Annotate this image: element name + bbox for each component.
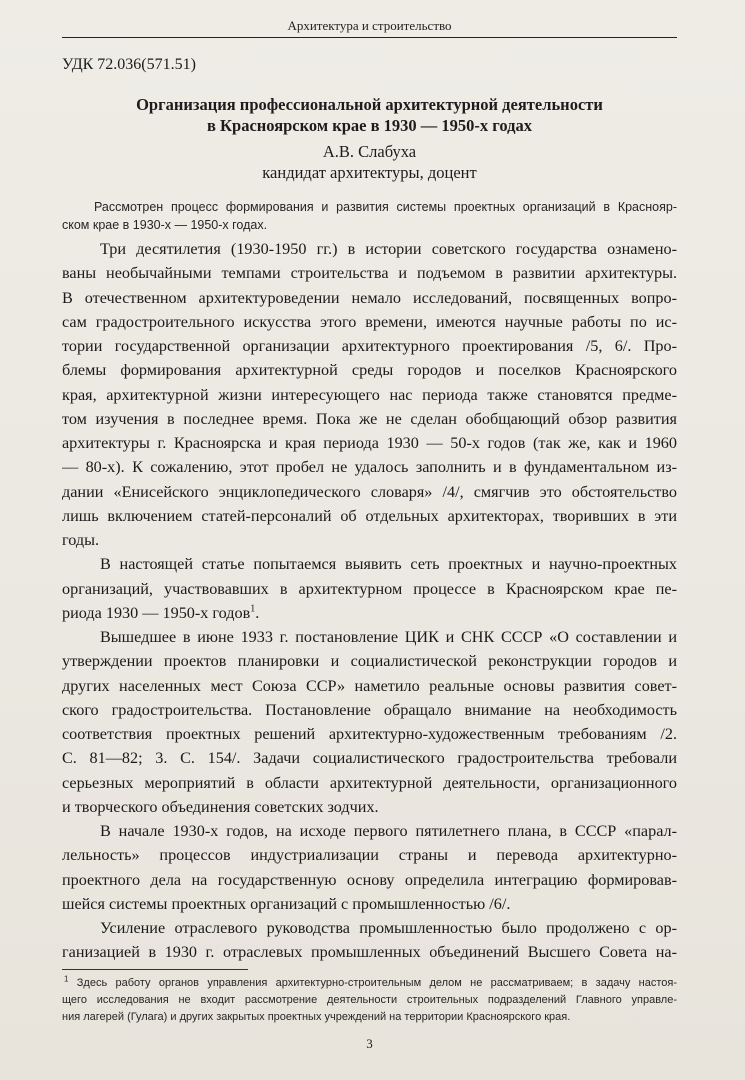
paragraph [62, 819, 677, 916]
period: . [255, 603, 260, 622]
text-line: шейся системы проектных организаций с промышленностью /6/. [62, 894, 511, 913]
paragraph [62, 552, 677, 625]
footnote-line: ния лагерей (Гулага) и других закрытых проектных учреждений на территории Красноярского края. [62, 1011, 571, 1023]
text-line: В настоящей статье попытаемся выявить сеть проектных и научно-проектных [100, 555, 677, 574]
article-body [62, 237, 677, 965]
running-header: Архитектура и строительство [287, 18, 452, 33]
text-line: организаций, участвовавших в архитектурном процессе в Красноярском крае пе- [62, 579, 677, 598]
text-line: лишь включением статей-персоналий об отдельных архитекторах, творивших в эти [62, 506, 677, 525]
text-line: края, архитектурной жизни интересующего нас периода также становятся предме- [62, 385, 677, 404]
text-line: тории государственной организации архитектурного проектирования /5, 6/. Про- [62, 337, 677, 355]
footnote [62, 975, 677, 1026]
header-rule [62, 37, 677, 38]
text-line: годы. [62, 531, 100, 549]
footnote-marker[interactable]: 1 [250, 603, 256, 615]
footnote-line: щего исследования не входит рассмотрение деятельности строительных подразделений Главного управле- [62, 994, 677, 1006]
text-line: других населенных мест Союза ССР» наметило реальные основы развития совет- [62, 676, 677, 695]
text-line: том изучения в последнее время. Пока же не сделан обобщающий обзор развития [62, 409, 677, 428]
author-block [62, 141, 677, 183]
paragraph [62, 237, 677, 552]
text-line: сам градостроительного искусства этого времени, имеются научные работы по ис- [62, 312, 677, 331]
udk-code: УДК 72.036(571.51) [62, 56, 196, 73]
text-line: проектного дела на государственную основу определила интеграцию формировав- [62, 870, 677, 889]
abstract-line: Рассмотрен процесс формирования и развития системы проектных организаций в Краснояр- [94, 200, 677, 214]
text-line: ваны необычайными темпами строительства и подъемом в развитии архитектуры. [62, 264, 677, 283]
page-number: 3 [366, 1036, 373, 1051]
text-line: Три десятилетия (1930-1950 гг.) в истории советского государства ознамено- [100, 240, 677, 258]
text-line: ского градостроительства. Постановление обращало внимание на необходимость [62, 700, 677, 719]
text-line: Вышедшее в июне 1933 г. постановление ЦИК и СНК СССР «О составлении и [100, 628, 677, 646]
article-title [62, 94, 677, 136]
text-line: Усиление отраслевого руководства промышленностью было продолжено с ор- [100, 919, 677, 937]
text-line: и творческого объединения советских зодчих. [62, 797, 379, 816]
paragraph [62, 625, 677, 819]
text-line: блемы формирования архитектурной среды городов и поселков Красноярского [62, 361, 677, 380]
author-name: А.В. Слабуха [322, 142, 417, 161]
text-line: С. 81—82; 3. С. 154/. Задачи социалистического градостроительства требовали [62, 749, 677, 768]
text-line: ганизацией в 1930 г. отраслевых промышленных объединений Высшего Совета на- [62, 943, 677, 962]
footnote-rule [62, 969, 248, 970]
title-line: в Красноярском крае в 1930 — 1950-х годах [207, 116, 532, 135]
text-line: В отечественном архитектуроведении немало исследований, посвященных вопро- [62, 288, 677, 307]
abstract-line: ском крае в 1930-х — 1950-х годах. [62, 218, 268, 232]
text-line: В начале 1930-х годов, на исходе первого пятилетнего плана, в СССР «парал- [100, 822, 677, 840]
text-line: соответствия проектных решений архитектурно-художественным требованиям /2. [62, 725, 677, 743]
text-line: серьезных мероприятий в области архитектурной деятельности, организационного [62, 773, 677, 792]
footnote-line [62, 975, 677, 992]
title-line: Организация профессиональной архитектурной деятельности [136, 95, 603, 114]
text-line: — 80-х). К сожалению, этот пробел не удалось заполнить и в фундаментальном из- [62, 458, 677, 477]
text-line-with-footnote [62, 601, 677, 625]
text-line: утверждении проектов планировки и социалистической реконструкции городов и [62, 652, 677, 671]
author-degree: кандидат архитектуры, доцент [262, 163, 477, 182]
footnote-text: Здесь работу органов управления архитектурно-строительным делом не рассматриваем; в задачу настоя- [76, 977, 677, 989]
abstract [62, 198, 677, 234]
text-line: лельность» процессов индустриализации страны и перевода архитектурно- [62, 846, 677, 865]
text-line: риода 1930 — 1950-х годов [62, 603, 251, 622]
paragraph [62, 916, 677, 965]
footnote-number: 1 [64, 975, 69, 984]
text-line: архитектуры г. Красноярска и края периода 1930 — 50-х годов (так же, как и 1960 [62, 434, 677, 452]
text-line: дании «Енисейского энциклопедического словаря» /4/, смягчив это обстоятельство [62, 482, 677, 501]
